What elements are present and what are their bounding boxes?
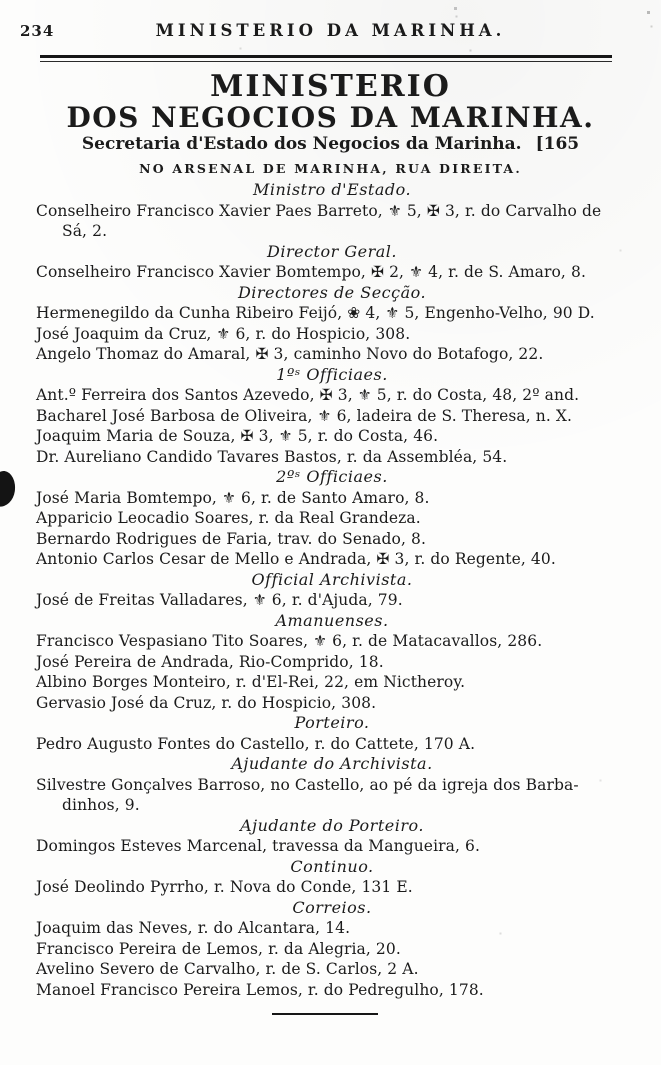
secretaria-subtitle: Secretaria d'Estado dos Negocios da Marinha.	[81, 134, 522, 154]
directory-entry: Conselheiro Francisco Xavier Paes Barreto, ⚜ 5, ✠ 3, r. do Carvalho de Sá, 2.	[36, 201, 602, 240]
section-heading: Ajudante do Porteiro.	[240, 815, 424, 835]
directory-entry: Avelino Severo de Carvalho, r. de S. Carlos, 2 A.	[36, 960, 419, 978]
section-heading: Correios.	[292, 897, 372, 917]
directory-entry: Ant.º Ferreira dos Santos Azevedo, ✠ 3, ⚜ 5, r. do Costa, 48, 2º and.	[36, 386, 580, 404]
section-heading: Director Geral.	[267, 241, 397, 261]
directory-entry: Conselheiro Francisco Xavier Bomtempo, ✠ 2, ⚜ 4, r. de S. Amaro, 8.	[36, 263, 586, 281]
directory-entry: Gervasio José da Cruz, r. do Hospicio, 308.	[36, 693, 377, 712]
page-number: 234	[20, 22, 55, 40]
section-heading: Directores de Secção.	[237, 282, 427, 302]
ink-blot-artifact	[0, 470, 17, 509]
running-head: MINISTERIO DA MARINHA.	[155, 21, 506, 40]
directory-entry: Bacharel José Barbosa de Oliveira, ⚜ 6, ladeira de S. Theresa, n. X.	[36, 406, 573, 425]
directory-entry: Antonio Carlos Cesar de Mello e Andrada, ✠ 3, r. do Regente, 40.	[36, 550, 556, 568]
directory-entry: Joaquim Maria de Souza, ✠ 3, ⚜ 5, r. do Costa, 46.	[36, 427, 439, 445]
directory-entry: José Pereira de Andrada, Rio-Comprido, 18.	[36, 652, 384, 671]
directory-entry: Francisco Vespasiano Tito Soares, ⚜ 6, r. de Matacavallos, 286.	[36, 632, 543, 650]
directory-sections	[36, 180, 628, 1000]
column-ref-number: [165	[535, 134, 580, 154]
directory-entry: José Joaquim da Cruz, ⚜ 6, r. do Hospicio, 308.	[36, 324, 411, 343]
section-heading: 1ºˢ Officiaes.	[276, 364, 388, 384]
section-heading: Amanuenses.	[275, 610, 389, 630]
directory-entry: Angelo Thomaz do Amaral, ✠ 3, caminho Novo do Botafogo, 22.	[36, 345, 544, 363]
section-heading: Porteiro.	[294, 713, 370, 732]
directory-entry: Dr. Aureliano Candido Tavares Bastos, r. da Assembléa, 54.	[36, 447, 508, 466]
section-heading: 2ºˢ Officiaes.	[276, 467, 388, 486]
directory-entry: Domingos Esteves Marcenal, travessa da Mangueira, 6.	[36, 837, 481, 855]
section-end-rule	[272, 1013, 378, 1015]
directory-entry: José Deolindo Pyrrho, r. Nova do Conde, 131 E.	[36, 878, 413, 896]
ministry-title-line2: DOS NEGOCIOS DA MARINHA.	[66, 101, 595, 134]
section-heading: Official Archivista.	[251, 569, 413, 589]
section-heading: Ministro d'Estado.	[252, 180, 412, 199]
scan-speckles	[0, 0, 1, 1]
directory-entry: Hermenegildo da Cunha Ribeiro Feijó, ❀ 4, ⚜ 5, Engenho-Velho, 90 D.	[36, 304, 595, 322]
header-double-rule	[40, 55, 612, 62]
section-heading: Continuo.	[290, 856, 374, 876]
directory-entry: Bernardo Rodrigues de Faria, trav. do Senado, 8.	[36, 529, 427, 548]
directory-entry: Pedro Augusto Fontes do Castello, r. do Cattete, 170 A.	[36, 734, 476, 753]
directory-entry: Silvestre Gonçalves Barroso, no Castello, ao pé da igreja dos Barbadinhos, 9.	[36, 775, 579, 814]
directory-entry: Joaquim das Neves, r. do Alcantara, 14.	[36, 919, 351, 937]
directory-entry: Apparicio Leocadio Soares, r. da Real Grandeza.	[36, 509, 421, 527]
ministry-title-line1: MINISTERIO	[210, 69, 451, 104]
directory-entry: José Maria Bomtempo, ⚜ 6, r. de Santo Amaro, 8.	[36, 488, 430, 507]
section-heading: Ajudante do Archivista.	[231, 754, 433, 773]
directory-entry: José de Freitas Valladares, ⚜ 6, r. d'Ajuda, 79.	[36, 591, 403, 609]
directory-entry: Francisco Pereira de Lemos, r. da Alegria, 20.	[36, 939, 401, 958]
directory-entry: Manoel Francisco Pereira Lemos, r. do Pedregulho, 178.	[36, 980, 484, 999]
secretaria-subtitle-row	[0, 134, 661, 154]
directory-entry: Albino Borges Monteiro, r. d'El-Rei, 22, em Nictheroy.	[36, 673, 466, 691]
arsenal-address: NO ARSENAL DE MARINHA, RUA DIREITA.	[139, 161, 522, 176]
